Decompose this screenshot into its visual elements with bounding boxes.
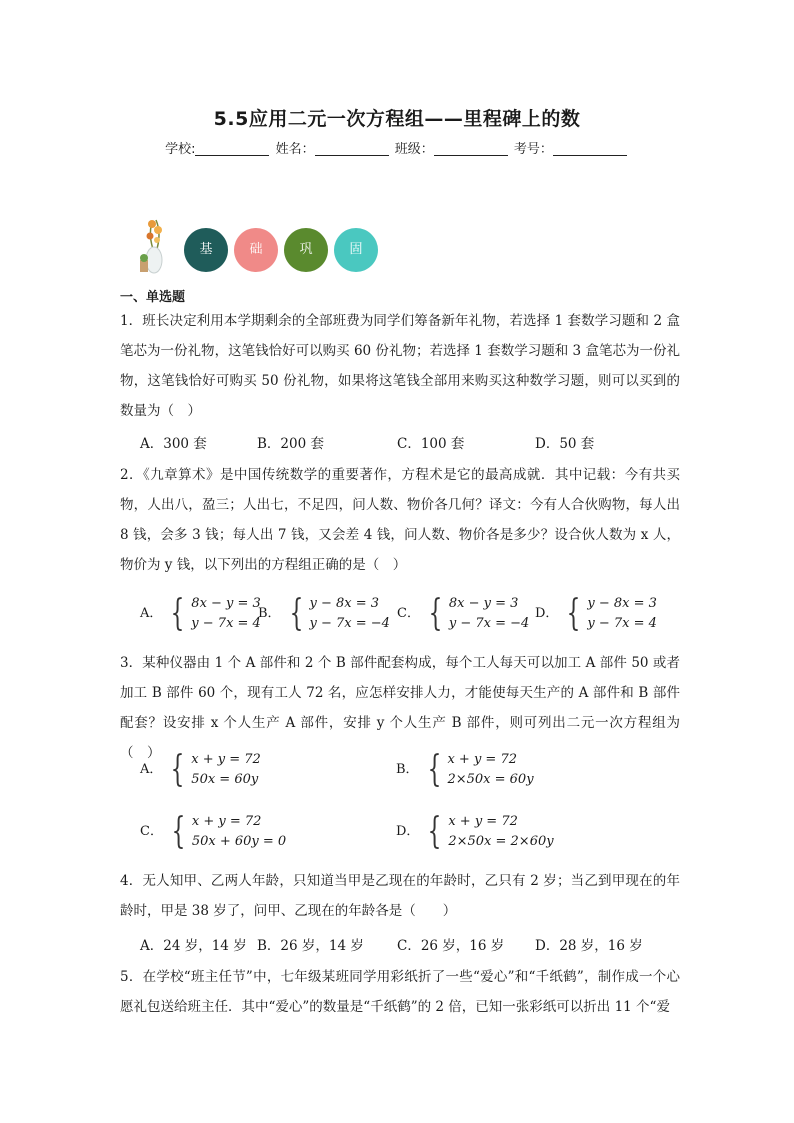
q4-option-b: B．26 岁，14 岁 [257,938,364,954]
question-2-text: 2．《九章算术》是中国传统数学的重要著作，方程术是它的最高成就．其中记载：今有共买物，人出八，盈三；人出七，不足四，问人数、物价各几何？译文：今有人合伙购物，每人出 8 钱，会多 3 钱；每人出 7 钱，又会差 4 钱，问人数、物价各是多少？设合伙人数为 x 人，物价为 y 钱，以下列出的方程组正确的是（ ） [120,467,680,573]
q1-option-a: A．300 套 [140,436,207,452]
basic-consolidation-banner [138,216,398,278]
number-blank [553,143,627,156]
page-title: 5.5应用二元一次方程组——里程碑上的数 [213,108,581,130]
class-blank [434,143,508,156]
q1-option-b: B．200 套 [257,436,324,452]
q3-option-a: A． { x + y = 72 50x = 60y [140,749,261,790]
school-blank [195,143,269,156]
q2-option-a: A． { 8x − y = 3 y − 7x = 4 [140,593,261,634]
q1-option-c: C．100 套 [397,436,465,452]
q3-option-d: D． { x + y = 72 2×50x = 2×60y [396,811,554,852]
q3-option-b: B． { x + y = 72 2×50x = 60y [396,749,534,790]
section-heading: 一、单选题 [120,290,186,305]
q3-option-c: C． { x + y = 72 50x + 60y = 0 [140,811,287,852]
q4-option-d: D．28 岁，16 岁 [535,938,643,954]
q1-option-d: D．50 套 [535,436,595,452]
q2-option-d: D． { y − 8x = 3 y − 7x = 4 [535,593,657,634]
badge-chu: 础 [234,228,278,272]
q2-option-b: B． { y − 8x = 3 y − 7x = −4 [258,593,390,634]
plant-vase-icon [138,216,174,276]
badge-ji: 基 [184,228,228,272]
badge-gong: 巩 [284,228,328,272]
q4-option-a: A．24 岁，14 岁 [140,938,247,954]
name-label: 姓名： [275,142,315,157]
question-4-text: 4．无人知甲、乙两人年龄，只知道当甲是乙现在的年龄时，乙只有 2 岁；当乙到甲现在的年龄时，甲是 38 岁了，问甲、乙现在的年龄各是（ ） [120,873,680,919]
student-info-line [0,138,794,157]
question-1-options [140,432,680,456]
question-1-text: 1．班长决定利用本学期剩余的全部班费为同学们筹备新年礼物，若选择 1 套数学习题和 2 盒笔芯为一份礼物，这笔钱恰好可以购买 60 份礼物；若选择 1 套数学习题和 3 盒笔芯为一份礼物，这笔钱恰好可购买 50 份礼物，如果将这笔钱全部用来购买这种数学习题，则可以买到的数量为（ ） [120,313,680,419]
q4-option-c: C．26 岁，16 岁 [397,938,505,954]
name-blank [315,143,389,156]
school-label: 学校: [165,142,196,157]
badge-gu: 固 [334,228,378,272]
question-3-text: 3．某种仪器由 1 个 A 部件和 2 个 B 部件配套构成，每个工人每天可以加工 A 部件 50 或者加工 B 部件 60 个，现有工人 72 名，应怎样安排人力，才能使每天生产的 A 部件和 B 部件配套？设安排 x 个人生产 A 部件，安排 y 个人生产 B 部件，则可列出二元一次方程组为（ ） [120,655,680,761]
number-label: 考号： [513,142,553,157]
q2-option-c: C． { 8x − y = 3 y − 7x = −4 [397,593,530,634]
question-4-options [140,934,680,958]
class-label: 班级： [394,142,434,157]
question-5-text: 5．在学校“班主任节”中，七年级某班同学用彩纸折了一些“爱心”和“千纸鹤”，制作成一个心愿礼包送给班主任．其中“爱心”的数量是“千纸鹤”的 2 倍，已知一张彩纸可以折出 11 个“爱 [120,969,680,1015]
